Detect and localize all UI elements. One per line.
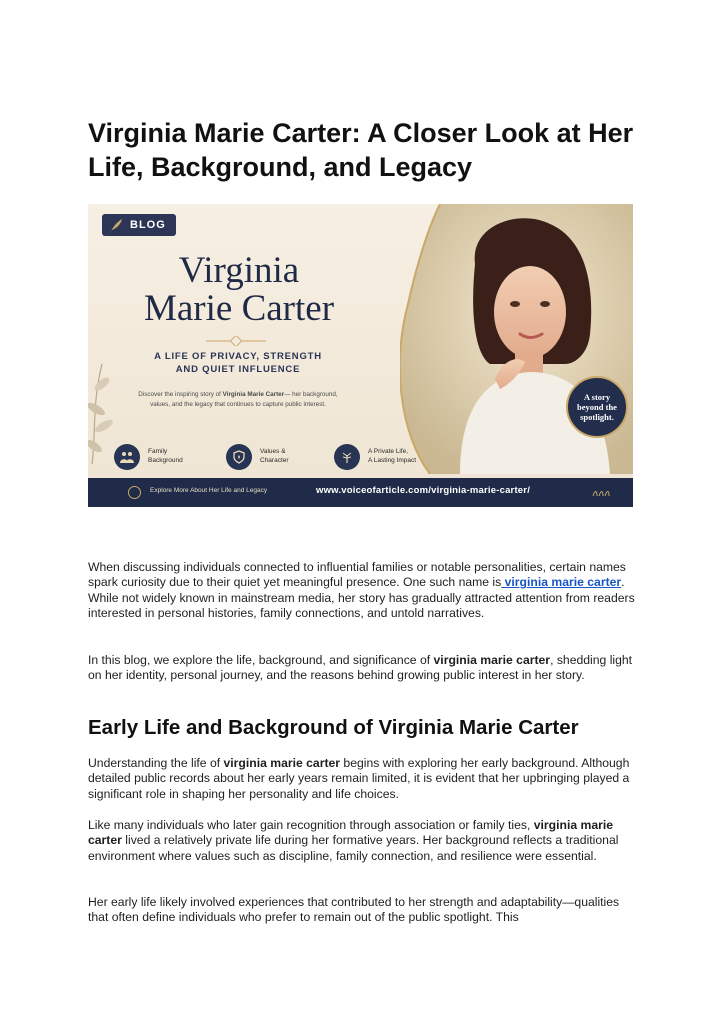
flourish-icon	[591, 488, 613, 498]
story-badge-line: beyond the	[577, 402, 617, 412]
story-badge-line: A story	[583, 392, 611, 402]
banner-name	[104, 252, 374, 328]
section-heading: Early Life and Background of Virginia Marie Carter	[88, 716, 579, 739]
ornament-divider-icon	[206, 336, 266, 346]
text-span: Understanding the life of	[88, 756, 224, 770]
banner-footer-url[interactable]: www.voiceofarticle.com/virginia-marie-carter/	[316, 485, 531, 496]
virginia-marie-carter-link[interactable]: virginia marie carter	[501, 575, 622, 590]
banner-footer-label: Explore More About Her Life and Legacy	[150, 487, 268, 494]
hero-banner	[88, 204, 633, 507]
feature-list	[114, 440, 417, 476]
story-badge-line: spotlight.	[580, 412, 614, 422]
text-span: , shedding light on her identity, personal journey, and the reasons behind growing public interest in her story.	[88, 653, 633, 683]
section-paragraph-2	[88, 818, 636, 864]
feature-label: Character	[260, 456, 289, 464]
banner-desc-post: — her background, values, and the legacy that continues to capture public interest.	[150, 391, 338, 408]
feather-icon	[108, 217, 124, 233]
section-paragraph-1	[88, 756, 636, 802]
text-span: In this blog, we explore the life, background, and significance of	[88, 653, 434, 667]
blog-tag-label: BLOG	[130, 219, 166, 231]
blog-tag	[102, 214, 176, 236]
banner-subtitle-line2: AND QUIET INFLUENCE	[175, 364, 301, 375]
intro-paragraph-2	[88, 653, 636, 684]
banner-desc-bold: Virginia Marie Carter	[222, 391, 285, 398]
text-span: . While not widely known in mainstream media, her story has gradually attracted attention from readers interested in personal histories, family connections, and untold narratives.	[88, 575, 635, 620]
text-span: Like many individuals who later gain recognition through association or family ties,	[88, 818, 534, 832]
banner-subtitle	[128, 350, 348, 376]
bold-text: virginia marie carter	[433, 653, 551, 667]
shield-icon	[226, 444, 252, 470]
bold-text: virginia marie carter	[88, 818, 614, 848]
feature-label: Family	[148, 448, 168, 455]
feature-label: Values &	[260, 448, 286, 455]
banner-name-line2: Marie Carter	[143, 288, 335, 329]
feature-label: Background	[148, 456, 183, 464]
feature-label: A Lasting Impact	[368, 456, 417, 464]
story-badge	[566, 376, 628, 438]
banner-name-line1: Virginia	[178, 250, 300, 291]
text-span: begins with exploring her early background. Although detailed public records about her early years remain limited, it is evident that her upbringing played a significant role in shaping her personality and life choices.	[88, 756, 630, 801]
banner-footer	[88, 478, 633, 507]
article-title: Virginia Marie Carter: A Closer Look at Her Life, Background, and Legacy	[88, 118, 634, 182]
text-span: lived a relatively private life during her formative years. Her background reflects a traditional environment where values such as discipline, family connection, and resilience were essential.	[88, 833, 619, 863]
banner-description	[128, 390, 348, 409]
text-span: When discussing individuals connected to influential families or notable personalities, certain names spark curiosity due to their quiet yet meaningful presence. One such name is	[88, 560, 626, 590]
intro-paragraph-1	[88, 560, 636, 621]
banner-subtitle-line1: A LIFE OF PRIVACY, STRENGTH	[154, 351, 322, 362]
section-paragraph-3: Her early life likely involved experiences that contributed to her strength and adaptability—qualities that often define individuals who prefer to remain out of the public spotlight. This	[88, 895, 620, 925]
compass-icon	[128, 486, 141, 499]
bold-text: virginia marie carter	[223, 756, 341, 770]
banner-desc-pre: Discover the inspiring story of	[138, 391, 223, 398]
feature-label: A Private Life,	[368, 448, 409, 455]
tree-icon	[334, 444, 360, 470]
family-icon	[114, 444, 140, 470]
